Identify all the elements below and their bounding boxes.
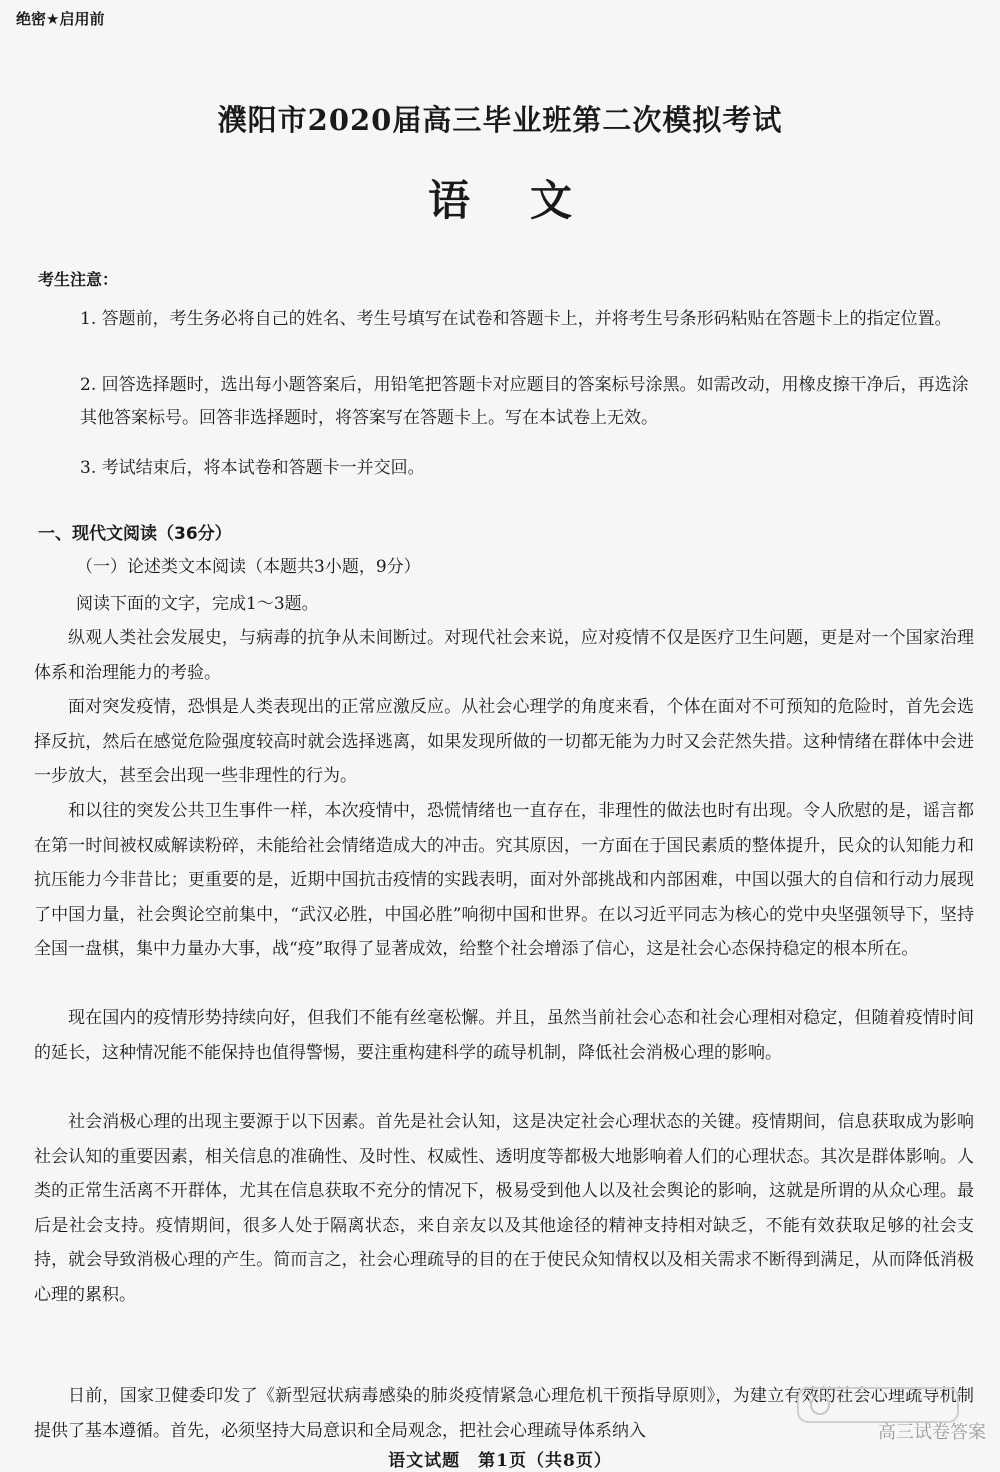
passage-paragraph: 和以往的突发公共卫生事件一样，本次疫情中，恐慌情绪也一直存在，非理性的做法也时有出现。令人欣慰的是，谣言都在第一时间被权威解读粉碎，未能给社会情绪造成大的冲击。究其原因，一方面在于国民素质的整体提升，民众的认知能力和抗压能力今非昔比；更重要的是，近期中国抗击疫情的实践表明，面对外部挑战和内部困难，中国以强大的自信和行动力展现了中国力量，社会舆论空前集中，“武汉必胜，中国必胜”响彻中国和世界。在以习近平同志为核心的党中央坚强领导下，坚持全国一盘棋，集中力量办大事，战“疫”取得了显著成效，给整个社会增添了信心，这是社会心态保持稳定的根本所在。: [34, 801, 974, 960]
passage-paragraph: 社会消极心理的出现主要源于以下因素。首先是社会认知，这是决定社会心理状态的关键。疫情期间，信息获取成为影响社会认知的重要因素，相关信息的准确性、及时性、权威性、透明度等都极大地影响着人们的心理状态。其次是群体影响。人类的正常生活离不开群体，尤其在信息获取不充分的情况下，极易受到他人以及社会舆论的影响，这就是所谓的从众心理。最后是社会支持。疫情期间，很多人处于隔离状态，来自亲友以及其他途径的精神支持相对缺乏，不能有效获取足够的社会支持，就会导致消极心理的产生。简而言之，社会心理疏导的目的在于使民众知情权以及相关需求不断得到满足，从而降低消极心理的累积。: [34, 1112, 974, 1305]
watermark-text: 高三试卷答案: [878, 1422, 986, 1443]
passage-paragraph: 日前，国家卫健委印发了《新型冠状病毒感染的肺炎疫情紧急心理危机干预指导原则》，为建立有效的社会心理疏导机制提供了基本遵循。首先，必须坚持大局意识和全局观念，把社会心理疏导体系纳入: [34, 1386, 974, 1441]
reading-instruction: 阅读下面的文字，完成1～3题。: [76, 594, 319, 614]
confidential-mark: 绝密★启用前: [16, 10, 105, 28]
notice-item: 2. 回答选择题时，选出每小题答案后，用铅笔把答题卡对应题目的答案标号涂黑。如需改动，用橡皮擦干净后，再选涂其他答案标号。回答非选择题时，将答案写在答题卡上。写在本试卷上无效。: [80, 375, 969, 428]
notice-heading: 考生注意：: [38, 270, 119, 289]
exam-title: 濮阳市2020届高三毕业班第二次模拟考试: [217, 103, 783, 137]
page-footer: 语文试题 第1页（共8页）: [388, 1451, 612, 1471]
subject-title: 语文: [427, 176, 632, 225]
notice-item: 1. 答题前，考生务必将自己的姓名、考生号填写在试卷和答题卡上，并将考生号条形码粘贴在答题卡上的指定位置。: [80, 309, 952, 329]
section-heading: 一、现代文阅读（36分）: [38, 524, 232, 544]
passage-paragraph: 面对突发疫情，恐惧是人类表现出的正常应激反应。从社会心理学的角度来看，个体在面对不可预知的危险时，首先会选择反抗，然后在感觉危险强度较高时就会选择逃离，如果发现所做的一切都无能为力时又会茫然失措。这种情绪在群体中会进一步放大，甚至会出现一些非理性的行为。: [34, 697, 974, 787]
passage-paragraph: 纵观人类社会发展史，与病毒的抗争从未间断过。对现代社会来说，应对疫情不仅是医疗卫生问题，更是对一个国家治理体系和治理能力的考验。: [34, 628, 974, 683]
passage-paragraph: 现在国内的疫情形势持续向好，但我们不能有丝毫松懈。并且，虽然当前社会心态和社会心理相对稳定，但随着疫情时间的延长，这种情况能不能保持也值得警惕，要注重构建科学的疏导机制，降低社会消极心理的影响。: [34, 1008, 974, 1063]
sub-section-heading: （一）论述类文本阅读（本题共3小题，9分）: [76, 557, 421, 577]
notice-item: 3. 考试结束后，将本试卷和答题卡一并交回。: [80, 458, 425, 478]
